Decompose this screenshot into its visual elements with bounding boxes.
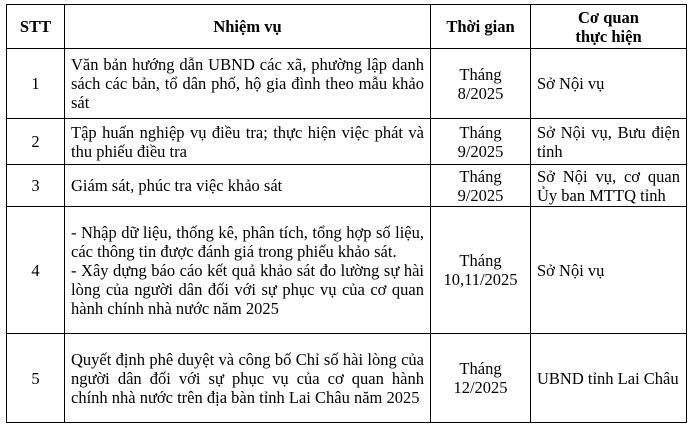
task-description: Quyết định phê duyệt và công bố Chỉ số hài lòng của người dân đối với sự phục vụ của cơ quan hành chính nhà nước trên địa bàn tỉnh Lai Châu năm 2025 — [65, 334, 431, 423]
header-agency — [531, 5, 687, 49]
row-number: 2 — [7, 119, 65, 165]
time-label: Tháng — [459, 251, 502, 270]
task-description: Tập huấn nghiệp vụ điều tra; thực hiện việc phát và thu phiếu điều tra — [65, 119, 431, 165]
time-label: Tháng — [459, 359, 502, 378]
header-task: Nhiệm vụ — [65, 5, 431, 49]
row-number: 3 — [7, 165, 65, 207]
time-cell — [431, 49, 531, 119]
time-value: 9/2025 — [457, 185, 504, 205]
time-label: Tháng — [459, 64, 502, 84]
time-value: 12/2025 — [453, 378, 508, 397]
task-part-data-entry: - Nhập dữ liệu, thống kê, phân tích, tổng hợp số liệu, các thông tin được đánh giá trong phiếu khảo sát. — [71, 222, 424, 261]
header-time: Thời gian — [431, 5, 531, 49]
time-value: 8/2025 — [457, 83, 504, 103]
row-number: 1 — [7, 49, 65, 119]
agency-cell: Sở Nội vụ — [531, 207, 687, 334]
task-description — [65, 207, 431, 334]
table-row — [7, 334, 687, 423]
time-cell — [431, 207, 531, 334]
header-row — [7, 5, 687, 49]
table-row — [7, 207, 687, 334]
agency-cell: UBND tỉnh Lai Châu — [531, 334, 687, 423]
agency-cell: Sở Nội vụ, Bưu điện tỉnh — [531, 119, 687, 165]
time-value: 10,11/2025 — [443, 270, 518, 289]
task-table — [6, 4, 687, 423]
header-agency-line2: thực hiện — [575, 26, 642, 46]
header-stt: STT — [7, 5, 65, 49]
task-description: Giám sát, phúc tra việc khảo sát — [65, 165, 431, 207]
time-cell — [431, 119, 531, 165]
header-agency-line1: Cơ quan — [578, 7, 639, 27]
time-label: Tháng — [459, 166, 502, 186]
agency-cell: Sở Nội vụ, cơ quan Ủy ban MTTQ tỉnh — [531, 165, 687, 207]
time-cell — [431, 165, 531, 207]
row-number: 4 — [7, 207, 65, 334]
time-cell — [431, 334, 531, 423]
table-row — [7, 49, 687, 119]
task-description: Văn bản hướng dẫn UBND các xã, phường lập danh sách các bản, tổ dân phố, hộ gia đình theo mẫu khảo sát — [65, 49, 431, 119]
task-part-report: - Xây dựng báo cáo kết quả khảo sát đo lường sự hài lòng của người dân đối với sự phục vụ của cơ quan hành chính nhà nước năm 2025 — [71, 260, 424, 318]
row-number: 5 — [7, 334, 65, 423]
time-label: Tháng — [459, 122, 502, 142]
table-row — [7, 165, 687, 207]
table-row — [7, 119, 687, 165]
time-value: 9/2025 — [457, 141, 504, 161]
agency-cell: Sở Nội vụ — [531, 49, 687, 119]
